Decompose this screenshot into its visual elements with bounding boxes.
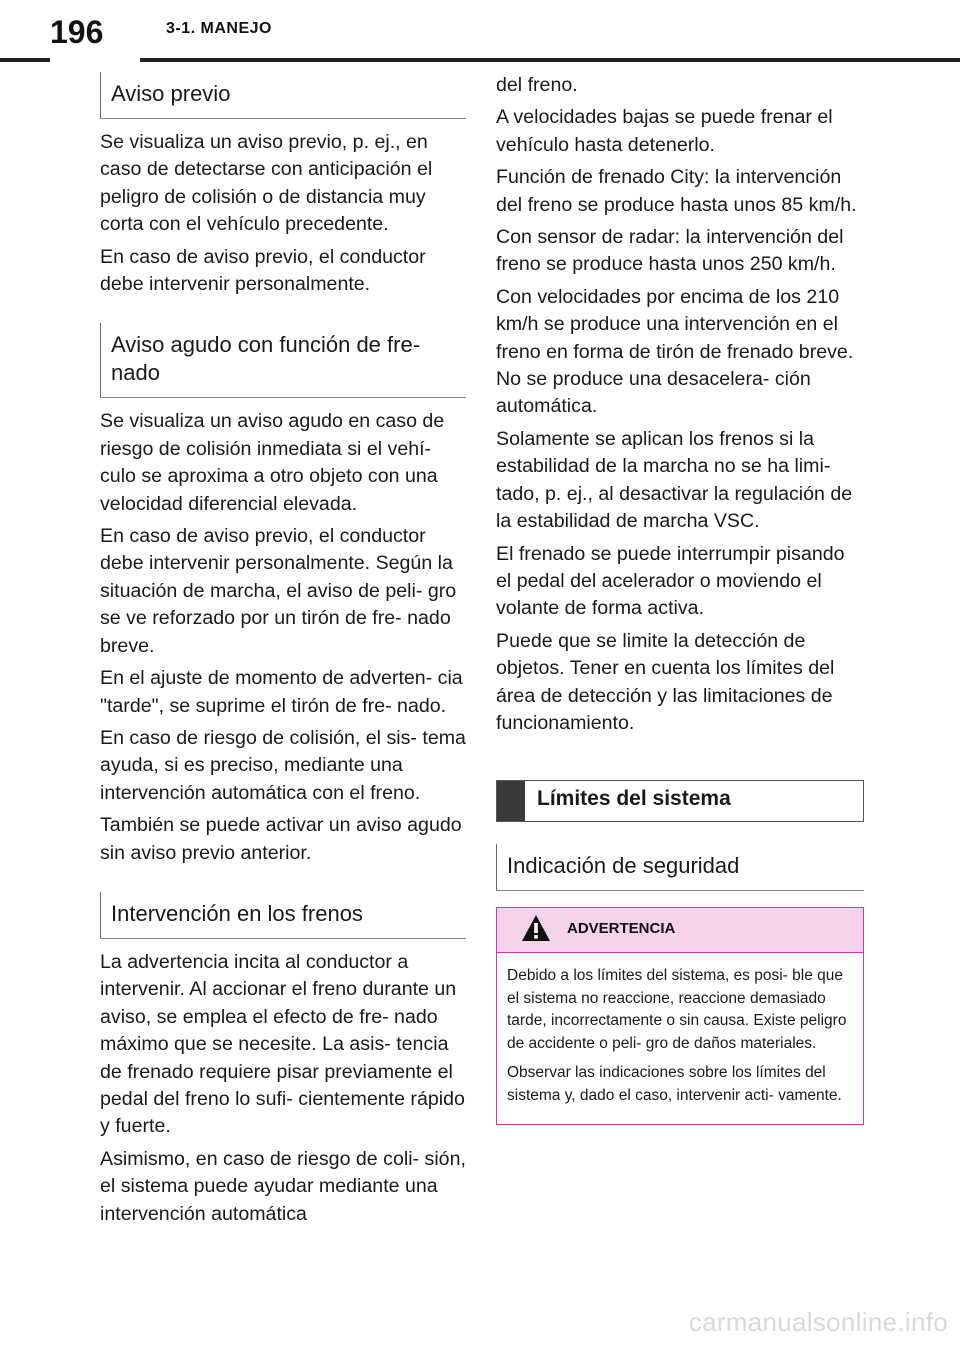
- paragraph: Se visualiza un aviso previo, p. ej., en caso de detectarse con anticipación el peligro de colisión o de distancia muy corta con el vehículo precedente.: [100, 131, 433, 236]
- left-column: [100, 72, 466, 1233]
- warning-title: ADVERTENCIA: [567, 920, 676, 938]
- paragraph: Puede que se limite la detección de objetos. Tener en cuenta los límites del área de detección y las limitaciones de funcionamiento.: [496, 629, 835, 734]
- paragraph: Asimismo, en caso de riesgo de coli- sión, el sistema puede ayudar mediante una intervención automática: [100, 1147, 466, 1225]
- paragraph: La advertencia incita al conductor a intervenir. Al accionar el freno durante un aviso, se emplea el efecto de fre- nado máximo que se necesite. La asis- tencia de frenado requiere pisar previamente el pedal del freno lo sufi- cientemente rápido y fuerte.: [100, 950, 465, 1138]
- subheading-aviso-agudo: Aviso agudo con función de fre- nado: [100, 323, 466, 398]
- paragraph: En el ajuste de momento de adverten- cia "tarde", se suprime el tirón de fre- nado.: [100, 667, 463, 717]
- chapter-title: 3-1. MANEJO: [166, 20, 272, 37]
- paragraph: Solamente se aplican los frenos si la estabilidad de la marcha no se ha limi- tado, p. ej., al desactivar la regulación de la estabilidad de marcha VSC.: [496, 427, 853, 533]
- warning-body: [497, 953, 863, 1124]
- subheading-indicacion-seguridad: Indicación de seguridad: [496, 844, 864, 891]
- section-title: Límites del sistema: [537, 787, 731, 811]
- subheading-aviso-previo: Aviso previo: [100, 72, 466, 119]
- page-header: [0, 0, 960, 62]
- paragraph: El frenado se puede interrumpir pisando el pedal del acelerador o moviendo el volante de forma activa.: [496, 542, 845, 620]
- warning-paragraph: Debido a los límites del sistema, es posi- ble que el sistema no reaccione, reaccione demasiado tarde, incorrectamente o sin causa. Existe peligro de accidente o peli- gro de daños materiales.: [507, 967, 847, 1052]
- warning-paragraph: Observar las indicaciones sobre los límites del sistema y, dado el caso, intervenir acti- vamente.: [507, 1064, 842, 1104]
- paragraph: del freno.: [496, 74, 578, 96]
- paragraph: Función de frenado City: la intervención del freno se produce hasta unos 85 km/h.: [496, 166, 857, 216]
- header-rule: [0, 58, 960, 62]
- paragraph: En caso de aviso previo, el conductor debe intervenir personalmente.: [100, 245, 426, 296]
- page-number: 196: [50, 10, 140, 62]
- paragraph: Con velocidades por encima de los 210 km/h se produce una intervención en el freno en forma de tirón de frenado breve. No se produce una desacelera- ción automática.: [496, 285, 854, 418]
- paragraph: En caso de riesgo de colisión, el sis- tema ayuda, si es preciso, mediante una intervención automática con el freno.: [100, 726, 466, 804]
- paragraph: Con sensor de radar: la intervención del freno se produce hasta unos 250 km/h.: [496, 226, 844, 276]
- paragraph: También se puede activar un aviso agudo sin aviso previo anterior.: [100, 814, 462, 864]
- paragraph: Se visualiza un aviso agudo en caso de riesgo de colisión inmediata si el vehí- culo se aproxima a otro objeto con una velocidad diferencial elevada.: [100, 410, 445, 515]
- right-column: [496, 72, 864, 1125]
- paragraph: A velocidades bajas se puede frenar el vehículo hasta detenerlo.: [496, 106, 833, 156]
- section-bar: [497, 781, 525, 821]
- watermark: carmanualsonline.info: [688, 1307, 948, 1337]
- warning-header: [497, 908, 863, 953]
- warning-box: [496, 907, 864, 1125]
- warning-triangle-icon: [521, 914, 551, 942]
- subheading-intervencion-frenos: Intervención en los frenos: [100, 892, 466, 939]
- section-heading-limites: [496, 780, 864, 822]
- paragraph: En caso de aviso previo, el conductor debe intervenir personalmente. Según la situación de marcha, el aviso de peli- gro se ve reforzado por un tirón de fre- nado breve.: [100, 525, 457, 657]
